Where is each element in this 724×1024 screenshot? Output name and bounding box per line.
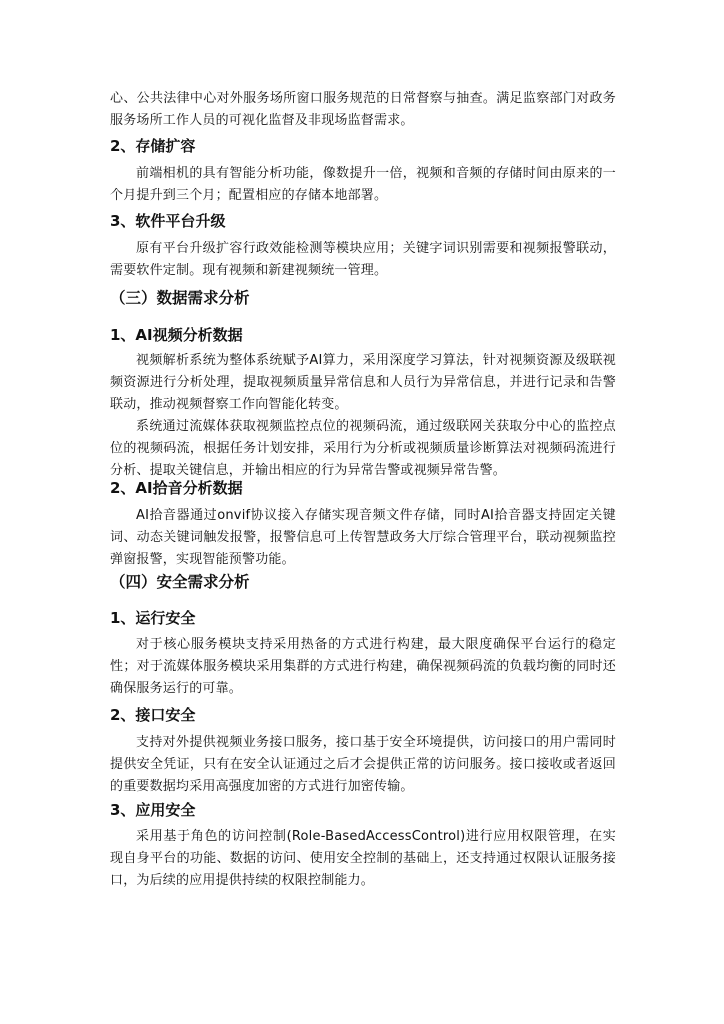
heading-ai-audio-data: 2、AI拾音分析数据 [110, 479, 243, 497]
paragraph-application-security: 采用基于角色的访问控制(Role-BasedAccessControl)进行应用权限管理，在实现自身平台的功能、数据的访问、使用安全控制的基础上，还支持通过权限认证服务接口，为后续的应用提供持续的权限控制能力。 [110, 829, 616, 888]
heading-application-security: 3、应用安全 [110, 801, 196, 819]
heading-data-requirements: （三）数据需求分析 [110, 289, 250, 307]
heading-security-requirements: （四）安全需求分析 [110, 573, 250, 591]
heading-software-upgrade: 3、软件平台升级 [110, 212, 226, 230]
paragraph-interface-security: 支持对外提供视频业务接口服务，接口基于安全环境提供，访问接口的用户需同时提供安全凭证，只有在安全认证通过之后才会提供正常的访问服务。接口接收或者返回的重要数据均采用高强度加密的方式进行加密传输。 [110, 735, 616, 794]
heading-interface-security: 2、接口安全 [110, 706, 196, 724]
heading-runtime-security: 1、运行安全 [110, 609, 196, 627]
paragraph-software: 原有平台升级扩容行政效能检测等模块应用；关键字词识别需要和视频报警联动，需要软件定制。现有视频和新建视频统一管理。 [110, 241, 616, 278]
paragraph-runtime-security: 对于核心服务模块支持采用热备的方式进行构建，最大限度确保平台运行的稳定性；对于流媒体服务模块采用集群的方式进行构建，确保视频码流的负载均衡的同时还确保服务运行的可靠。 [110, 637, 616, 696]
paragraph-intro-continuation: 心、公共法律中心对外服务场所窗口服务规范的日常督察与抽查。满足监察部门对政务服务场所工作人员的可视化监督及非现场监督需求。 [110, 91, 616, 128]
paragraph-ai-video-2: 系统通过流媒体获取视频监控点位的视频码流，通过级联网关获取分中心的监控点位的视频码流，根据任务计划安排，采用行为分析或视频质量诊断算法对视频码流进行分析、提取关键信息，并输出相应的行为异常告警或视频异常告警。 [110, 419, 616, 478]
heading-storage-expansion: 2、存储扩容 [110, 137, 196, 155]
paragraph-ai-video-1: 视频解析系统为整体系统赋予AI算力，采用深度学习算法，针对视频资源及级联视频资源进行分析处理，提取视频质量异常信息和人员行为异常信息，并进行记录和告警联动，推动视频督察工作向智能化转变。 [110, 353, 616, 412]
paragraph-storage: 前端相机的具有智能分析功能，像数提升一倍，视频和音频的存储时间由原来的一个月提升到三个月；配置相应的存储本地部署。 [110, 166, 616, 203]
heading-ai-video-data: 1、AI视频分析数据 [110, 326, 243, 344]
paragraph-ai-audio: AI拾音器通过onvif协议接入存储实现音频文件存储，同时AI拾音器支持固定关键词、动态关键词触发报警，报警信息可上传智慧政务大厅综合管理平台，联动视频监控弹窗报警，实现智能预警功能。 [110, 508, 616, 567]
